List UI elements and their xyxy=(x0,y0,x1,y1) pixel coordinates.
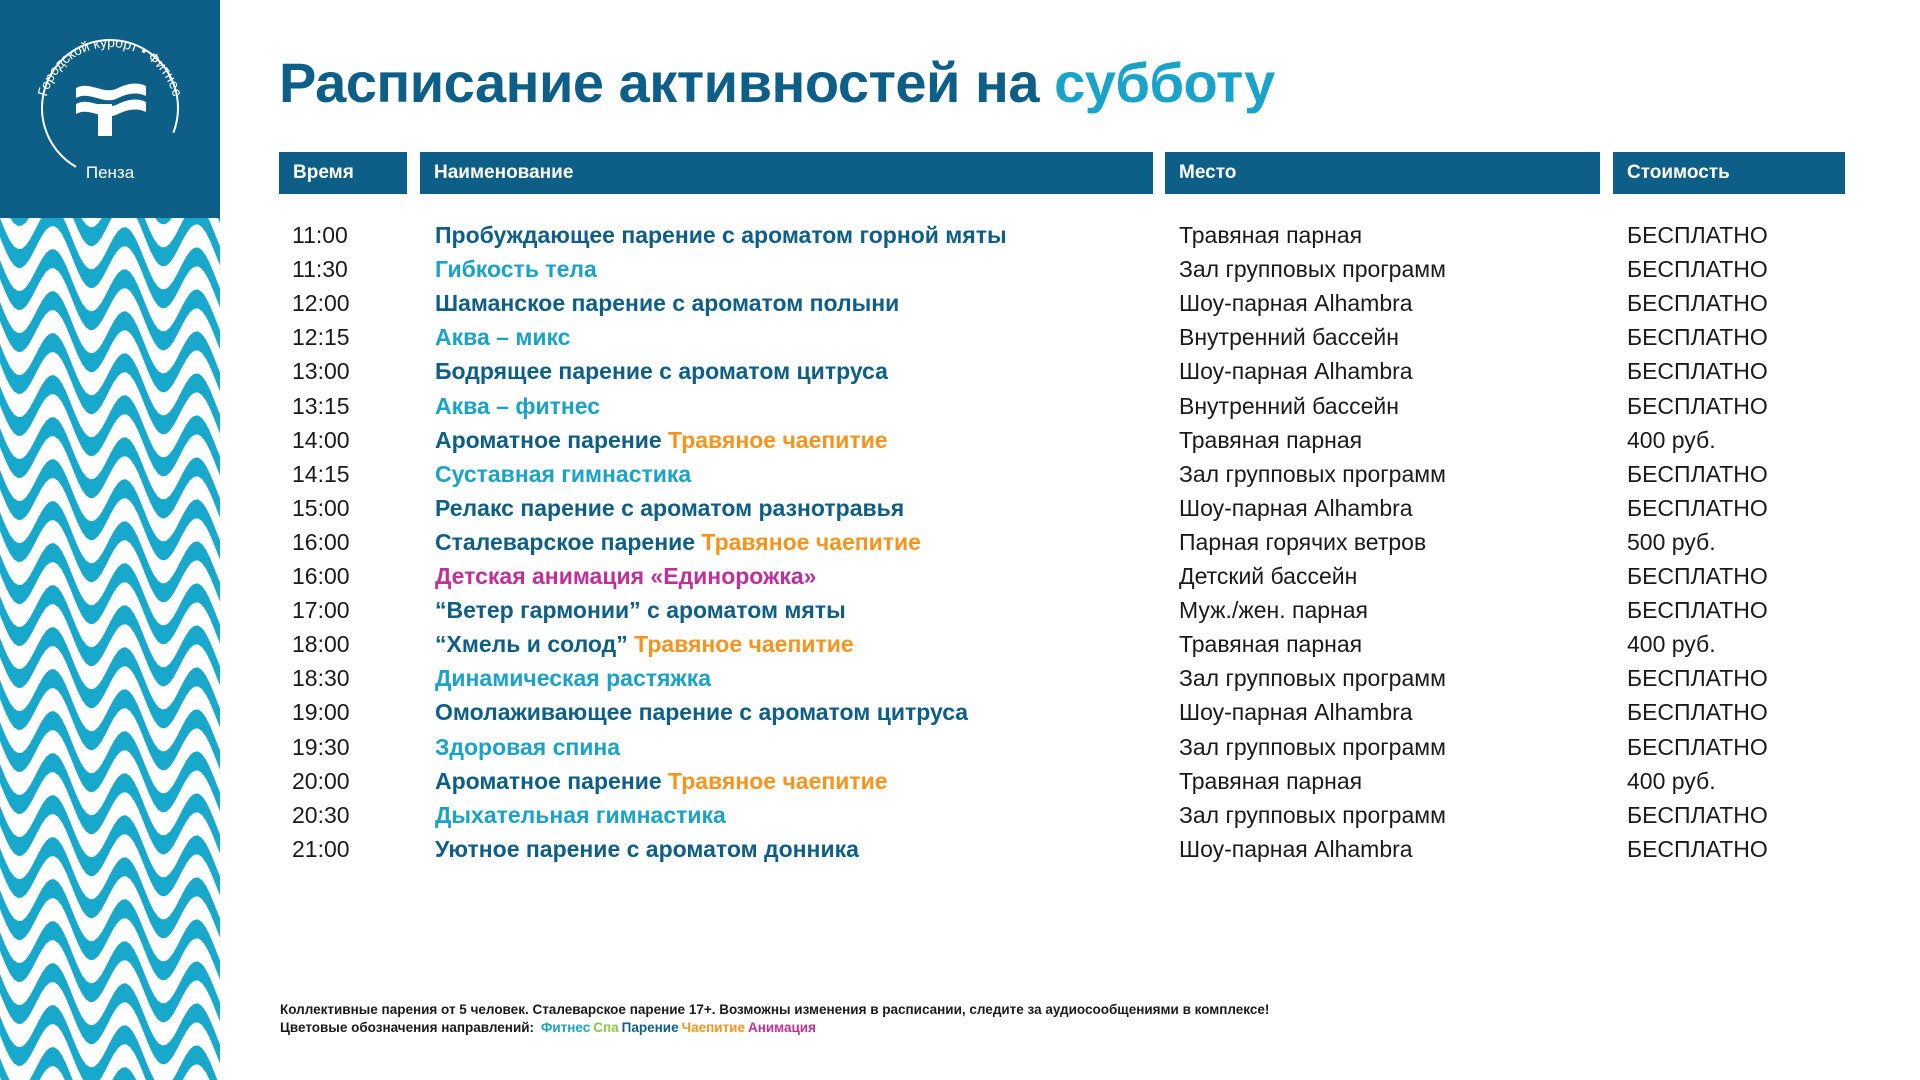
activity-animation: Детская анимация «Единорожка» xyxy=(435,563,817,589)
table-row xyxy=(0,354,1920,388)
row-place: Зал групповых программ xyxy=(1179,256,1446,283)
activity-fitness: Здоровая спина xyxy=(435,733,621,760)
row-activity xyxy=(435,320,570,354)
activity-fitness: Суставная гимнастика xyxy=(435,460,692,487)
activity-steam: Бодрящее парение с ароматом цитруса xyxy=(435,358,888,385)
row-price: БЕСПЛАТНО xyxy=(1627,392,1768,419)
row-activity xyxy=(435,661,711,695)
row-place: Шоу-парная Alhambra xyxy=(1179,835,1413,862)
row-place: Внутренний бассейн xyxy=(1179,392,1399,419)
row-place: Зал групповых программ xyxy=(1179,801,1446,828)
activity-steam: Омолаживающее парение с ароматом цитруса xyxy=(435,699,969,726)
row-time: 19:30 xyxy=(292,733,350,760)
activity-steam: Пробуждающее парение с ароматом горной мяты xyxy=(435,222,1007,248)
row-place: Травяная парная xyxy=(1179,767,1363,794)
footer xyxy=(280,1001,1269,1037)
row-price: БЕСПЛАТНО xyxy=(1627,256,1768,283)
row-activity xyxy=(435,730,620,764)
activity-tea: Травяное чаепитие xyxy=(701,528,921,555)
row-place: Зал групповых программ xyxy=(1179,665,1446,692)
row-time: 13:15 xyxy=(292,392,350,419)
row-price: БЕСПЛАТНО xyxy=(1627,699,1768,726)
row-activity xyxy=(435,764,888,798)
row-activity xyxy=(435,798,726,832)
row-time: 14:15 xyxy=(292,460,350,487)
row-activity xyxy=(435,286,899,320)
row-place: Зал групповых программ xyxy=(1179,733,1446,760)
row-place: Травяная парная xyxy=(1179,426,1363,453)
table-row xyxy=(0,286,1920,320)
activity-fitness: Гибкость тела xyxy=(435,256,597,283)
row-activity xyxy=(435,218,1007,252)
activity-steam: “Ветер гармонии” с ароматом мяты xyxy=(435,597,846,624)
row-time: 13:00 xyxy=(292,358,350,385)
row-activity xyxy=(435,525,921,559)
row-price: БЕСПЛАТНО xyxy=(1627,324,1768,351)
table-row xyxy=(0,730,1920,764)
activity-tea: Травяное чаепитие xyxy=(668,426,888,453)
brand-city: Пенза xyxy=(85,163,135,182)
activity-steam: Сталеварское парение xyxy=(435,528,702,555)
table-row xyxy=(0,457,1920,491)
activity-fitness: Аква – микс xyxy=(435,324,571,351)
row-place: Зал групповых программ xyxy=(1179,460,1446,487)
row-price: БЕСПЛАТНО xyxy=(1627,494,1768,521)
activity-fitness: Аква – фитнес xyxy=(435,392,601,419)
table-row xyxy=(0,491,1920,525)
row-time: 12:15 xyxy=(292,324,350,351)
table-row xyxy=(0,218,1920,252)
activity-steam: Ароматное парение xyxy=(435,426,669,453)
row-price: 400 руб. xyxy=(1627,631,1716,658)
brand-mark-icon xyxy=(76,84,146,136)
table-row xyxy=(0,764,1920,798)
row-place: Шоу-парная Alhambra xyxy=(1179,290,1413,317)
row-price: БЕСПЛАТНО xyxy=(1627,733,1768,760)
table-row xyxy=(0,252,1920,286)
activity-steam: Ароматное парение xyxy=(435,767,669,794)
activity-tea: Травяное чаепитие xyxy=(668,767,888,794)
row-price: БЕСПЛАТНО xyxy=(1627,665,1768,692)
row-place: Шоу-парная Alhambra xyxy=(1179,494,1413,521)
row-place: Детский бассейн xyxy=(1179,563,1358,589)
row-price: БЕСПЛАТНО xyxy=(1627,290,1768,317)
header-name: Наименование xyxy=(420,152,1153,194)
row-place: Шоу-парная Alhambra xyxy=(1179,699,1413,726)
row-activity xyxy=(435,593,846,627)
row-place: Внутренний бассейн xyxy=(1179,324,1399,351)
activity-tea: Травяное чаепитие xyxy=(634,631,854,658)
row-place: Муж./жен. парная xyxy=(1179,597,1368,624)
row-activity xyxy=(435,695,968,729)
table-row xyxy=(0,695,1920,729)
activity-steam: “Хмель и солод” xyxy=(435,631,635,658)
row-time: 11:30 xyxy=(292,256,348,283)
row-place: Травяная парная xyxy=(1179,631,1363,658)
page-title xyxy=(279,50,1275,115)
legend-item-tea: Чаепитие xyxy=(681,1020,745,1035)
row-activity xyxy=(435,252,597,286)
row-activity xyxy=(435,627,854,661)
table-row xyxy=(0,627,1920,661)
row-activity xyxy=(435,423,888,457)
legend-item-animation: Анимация xyxy=(747,1020,816,1035)
row-price: БЕСПЛАТНО xyxy=(1627,835,1768,862)
table-row xyxy=(0,559,1920,593)
row-time: 12:00 xyxy=(292,290,350,317)
legend-item-spa: Спа xyxy=(593,1020,619,1035)
footer-note: Коллективные парения от 5 человек. Сталеварское парение 17+. Возможны изменения в расписании, следите за аудиосообщениями в комплексе! xyxy=(280,1002,1270,1017)
row-time: 19:00 xyxy=(292,699,350,726)
table-row xyxy=(0,798,1920,832)
row-price: БЕСПЛАТНО xyxy=(1627,222,1768,248)
header-price: Стоимость xyxy=(1613,152,1845,194)
row-time: 15:00 xyxy=(292,494,350,521)
row-price: БЕСПЛАТНО xyxy=(1627,460,1768,487)
row-price: 500 руб. xyxy=(1627,528,1716,555)
row-time: 20:00 xyxy=(292,767,350,794)
table-row xyxy=(0,423,1920,457)
header-time: Время xyxy=(279,152,407,194)
row-price: БЕСПЛАТНО xyxy=(1627,563,1768,589)
row-price: 400 руб. xyxy=(1627,426,1716,453)
legend-item-steam: Парение xyxy=(621,1020,679,1035)
row-price: БЕСПЛАТНО xyxy=(1627,597,1768,624)
row-time: 11:00 xyxy=(292,222,348,248)
row-time: 18:30 xyxy=(292,665,350,692)
activity-steam: Уютное парение с ароматом донника xyxy=(435,835,859,862)
brand-logo-panel xyxy=(0,0,220,218)
row-activity xyxy=(435,832,859,866)
brand-ring-text: Городской курорт • Фитнес xyxy=(34,33,186,98)
row-place: Парная горячих ветров xyxy=(1179,528,1427,555)
table-row xyxy=(0,389,1920,423)
row-place: Травяная парная xyxy=(1179,222,1363,248)
row-price: 400 руб. xyxy=(1627,767,1716,794)
row-price: БЕСПЛАТНО xyxy=(1627,801,1768,828)
legend-label: Цветовые обозначения направлений: xyxy=(280,1020,535,1035)
activity-fitness: Дыхательная гимнастика xyxy=(435,801,726,828)
row-time: 17:00 xyxy=(292,597,350,624)
row-activity xyxy=(435,354,888,388)
activity-steam: Релакс парение с ароматом разнотравья xyxy=(435,494,905,521)
row-activity xyxy=(435,389,600,423)
row-time: 16:00 xyxy=(292,563,350,589)
table-row xyxy=(0,525,1920,559)
row-time: 18:00 xyxy=(292,631,350,658)
row-activity xyxy=(435,491,904,525)
activity-fitness: Динамическая растяжка xyxy=(435,665,712,692)
row-price: БЕСПЛАТНО xyxy=(1627,358,1768,385)
table-row xyxy=(0,320,1920,354)
table-row xyxy=(0,832,1920,866)
row-time: 20:30 xyxy=(292,801,350,828)
activity-steam: Шаманское парение с ароматом полыни xyxy=(435,290,900,317)
brand-logo xyxy=(0,0,220,218)
row-time: 21:00 xyxy=(292,835,350,862)
table-row xyxy=(0,661,1920,695)
table-row xyxy=(0,593,1920,627)
row-activity xyxy=(435,559,816,593)
footer-legend xyxy=(280,1019,1269,1037)
row-activity xyxy=(435,457,691,491)
header-place: Место xyxy=(1165,152,1600,194)
row-place: Шоу-парная Alhambra xyxy=(1179,358,1413,385)
title-accent: субботу xyxy=(1054,51,1275,114)
row-time: 14:00 xyxy=(292,426,350,453)
row-time: 16:00 xyxy=(292,528,350,555)
legend-item-fitness: Фитнес xyxy=(540,1020,591,1035)
title-main: Расписание активностей на xyxy=(279,51,1039,114)
